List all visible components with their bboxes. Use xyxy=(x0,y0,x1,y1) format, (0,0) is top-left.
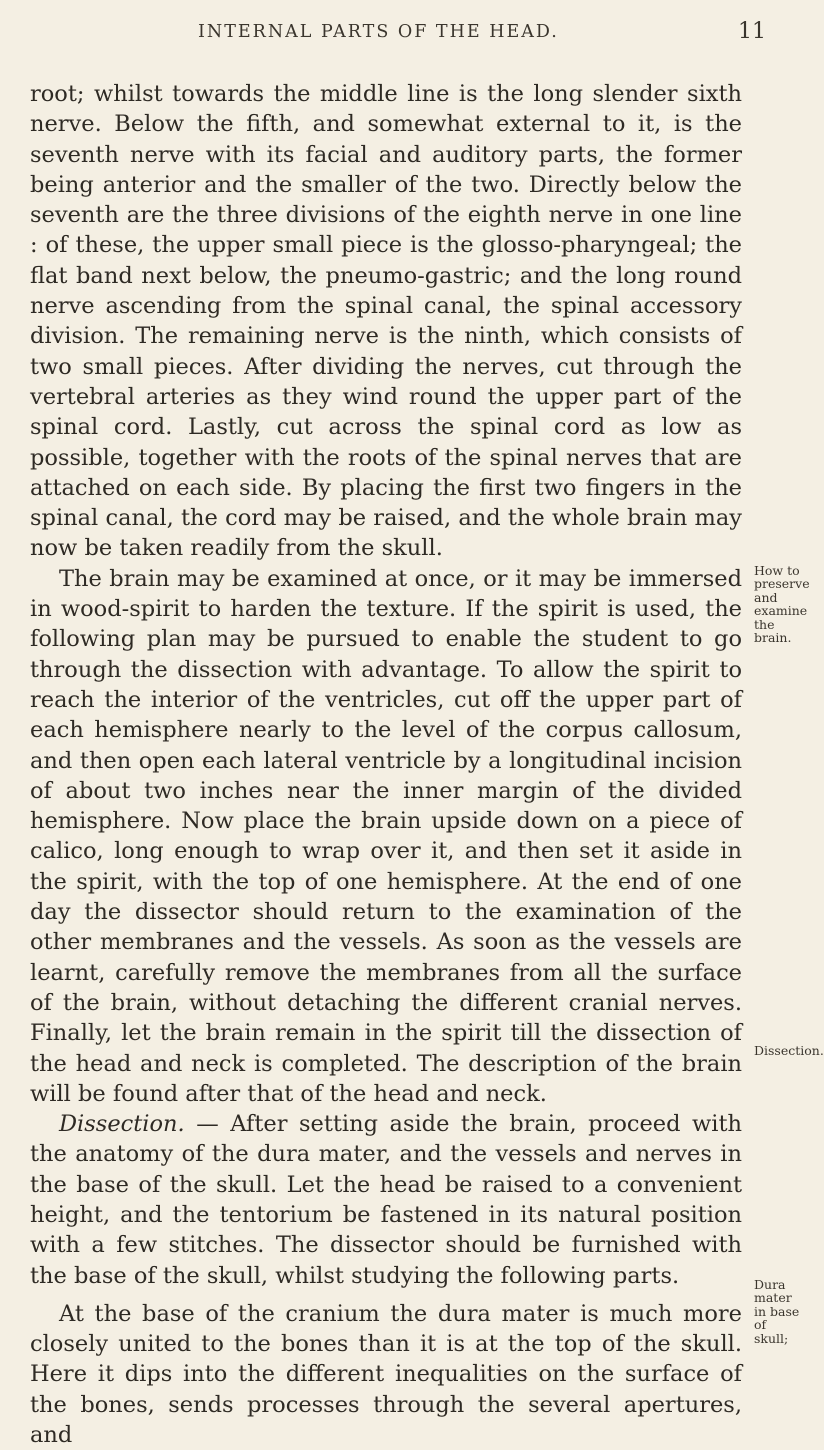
paragraph-1: root; whilst towards the middle line is the long slender sixth nerve. Below the fifth, and somewhat external to it, is the seventh nerve with its facial and auditory parts, the former being anterior and the smaller of the two. Directly below the seventh are the three divisions of the eighth nerve in one line : of these, the upper small piece is the glosso-pharyngeal; the flat band next below, the pneumo-gastric; and the long round nerve ascending from the spinal canal, the spinal accessory division. The remaining nerve is the ninth, which consists of two small pieces. After dividing the nerves, cut through the vertebral arteries as they wind round the upper part of the spinal cord. Lastly, cut across the spinal cord as low as possible, together with the roots of the spinal nerves that are attached on each side. By placing the first two fingers in the spinal canal, the cord may be raised, and the whole brain may now be taken readily from the skull. xyxy=(30,81,742,562)
paragraph-3-text: — After setting aside the brain, proceed with the anatomy of the dura mater, and the vessels and nerves in the base of the skull. Let the head be raised to a convenient height, and the tentorium be fastened in its natural position with a few stitches. The dissector should be furnished with the base of the skull, whilst studying the following parts. xyxy=(30,1111,742,1289)
margin-note-preserve-brain: How to preserve and examine the brain. xyxy=(754,563,810,646)
margin-note-dura-mater: Dura mater in base of skull; xyxy=(754,1277,800,1346)
dissection-heading: Dissection. xyxy=(59,1111,185,1138)
paragraph-4: At the base of the cranium the dura mater is much more closely united to the bones than it is at the top of the skull. Here it dips into the different inequalities on the surface of the bones, sends processes through the several apertures, and xyxy=(30,1300,742,1449)
running-head: INTERNAL PARTS OF THE HEAD. xyxy=(198,22,559,42)
paragraph-2: The brain may be examined at once, or it may be immersed in wood-spirit to harden the texture. If the spirit is used, the following plan may be pursued to enable the student to go through the dissection with advantage. To allow the spirit to reach the interior of the ventricles, cut off the upper part of each hemisphere nearly to the level of the corpus callosum, and then open each lateral ventricle by a longitudinal incision of about two inches near the inner margin of the divided hemisphere. Now place the brain upside down on a piece of calico, long enough to wrap over it, and then set it aside in the spirit, with the top of one hemisphere. At the end of one day the dissector should return to the examination of the other membranes and the vessels. As soon as the vessels are learnt, carefully remove the membranes from all the surface of the brain, without detaching the different cranial nerves. Finally, let the brain remain in the spirit till the dissection of the head and neck is completed. The description of the brain will be found after that of the head and neck. xyxy=(30,565,742,1107)
body-text xyxy=(30,79,742,1450)
page-number: 11 xyxy=(738,19,766,44)
paragraph-3 xyxy=(30,1109,742,1291)
margin-note-dissection: Dissection. xyxy=(754,1043,824,1058)
